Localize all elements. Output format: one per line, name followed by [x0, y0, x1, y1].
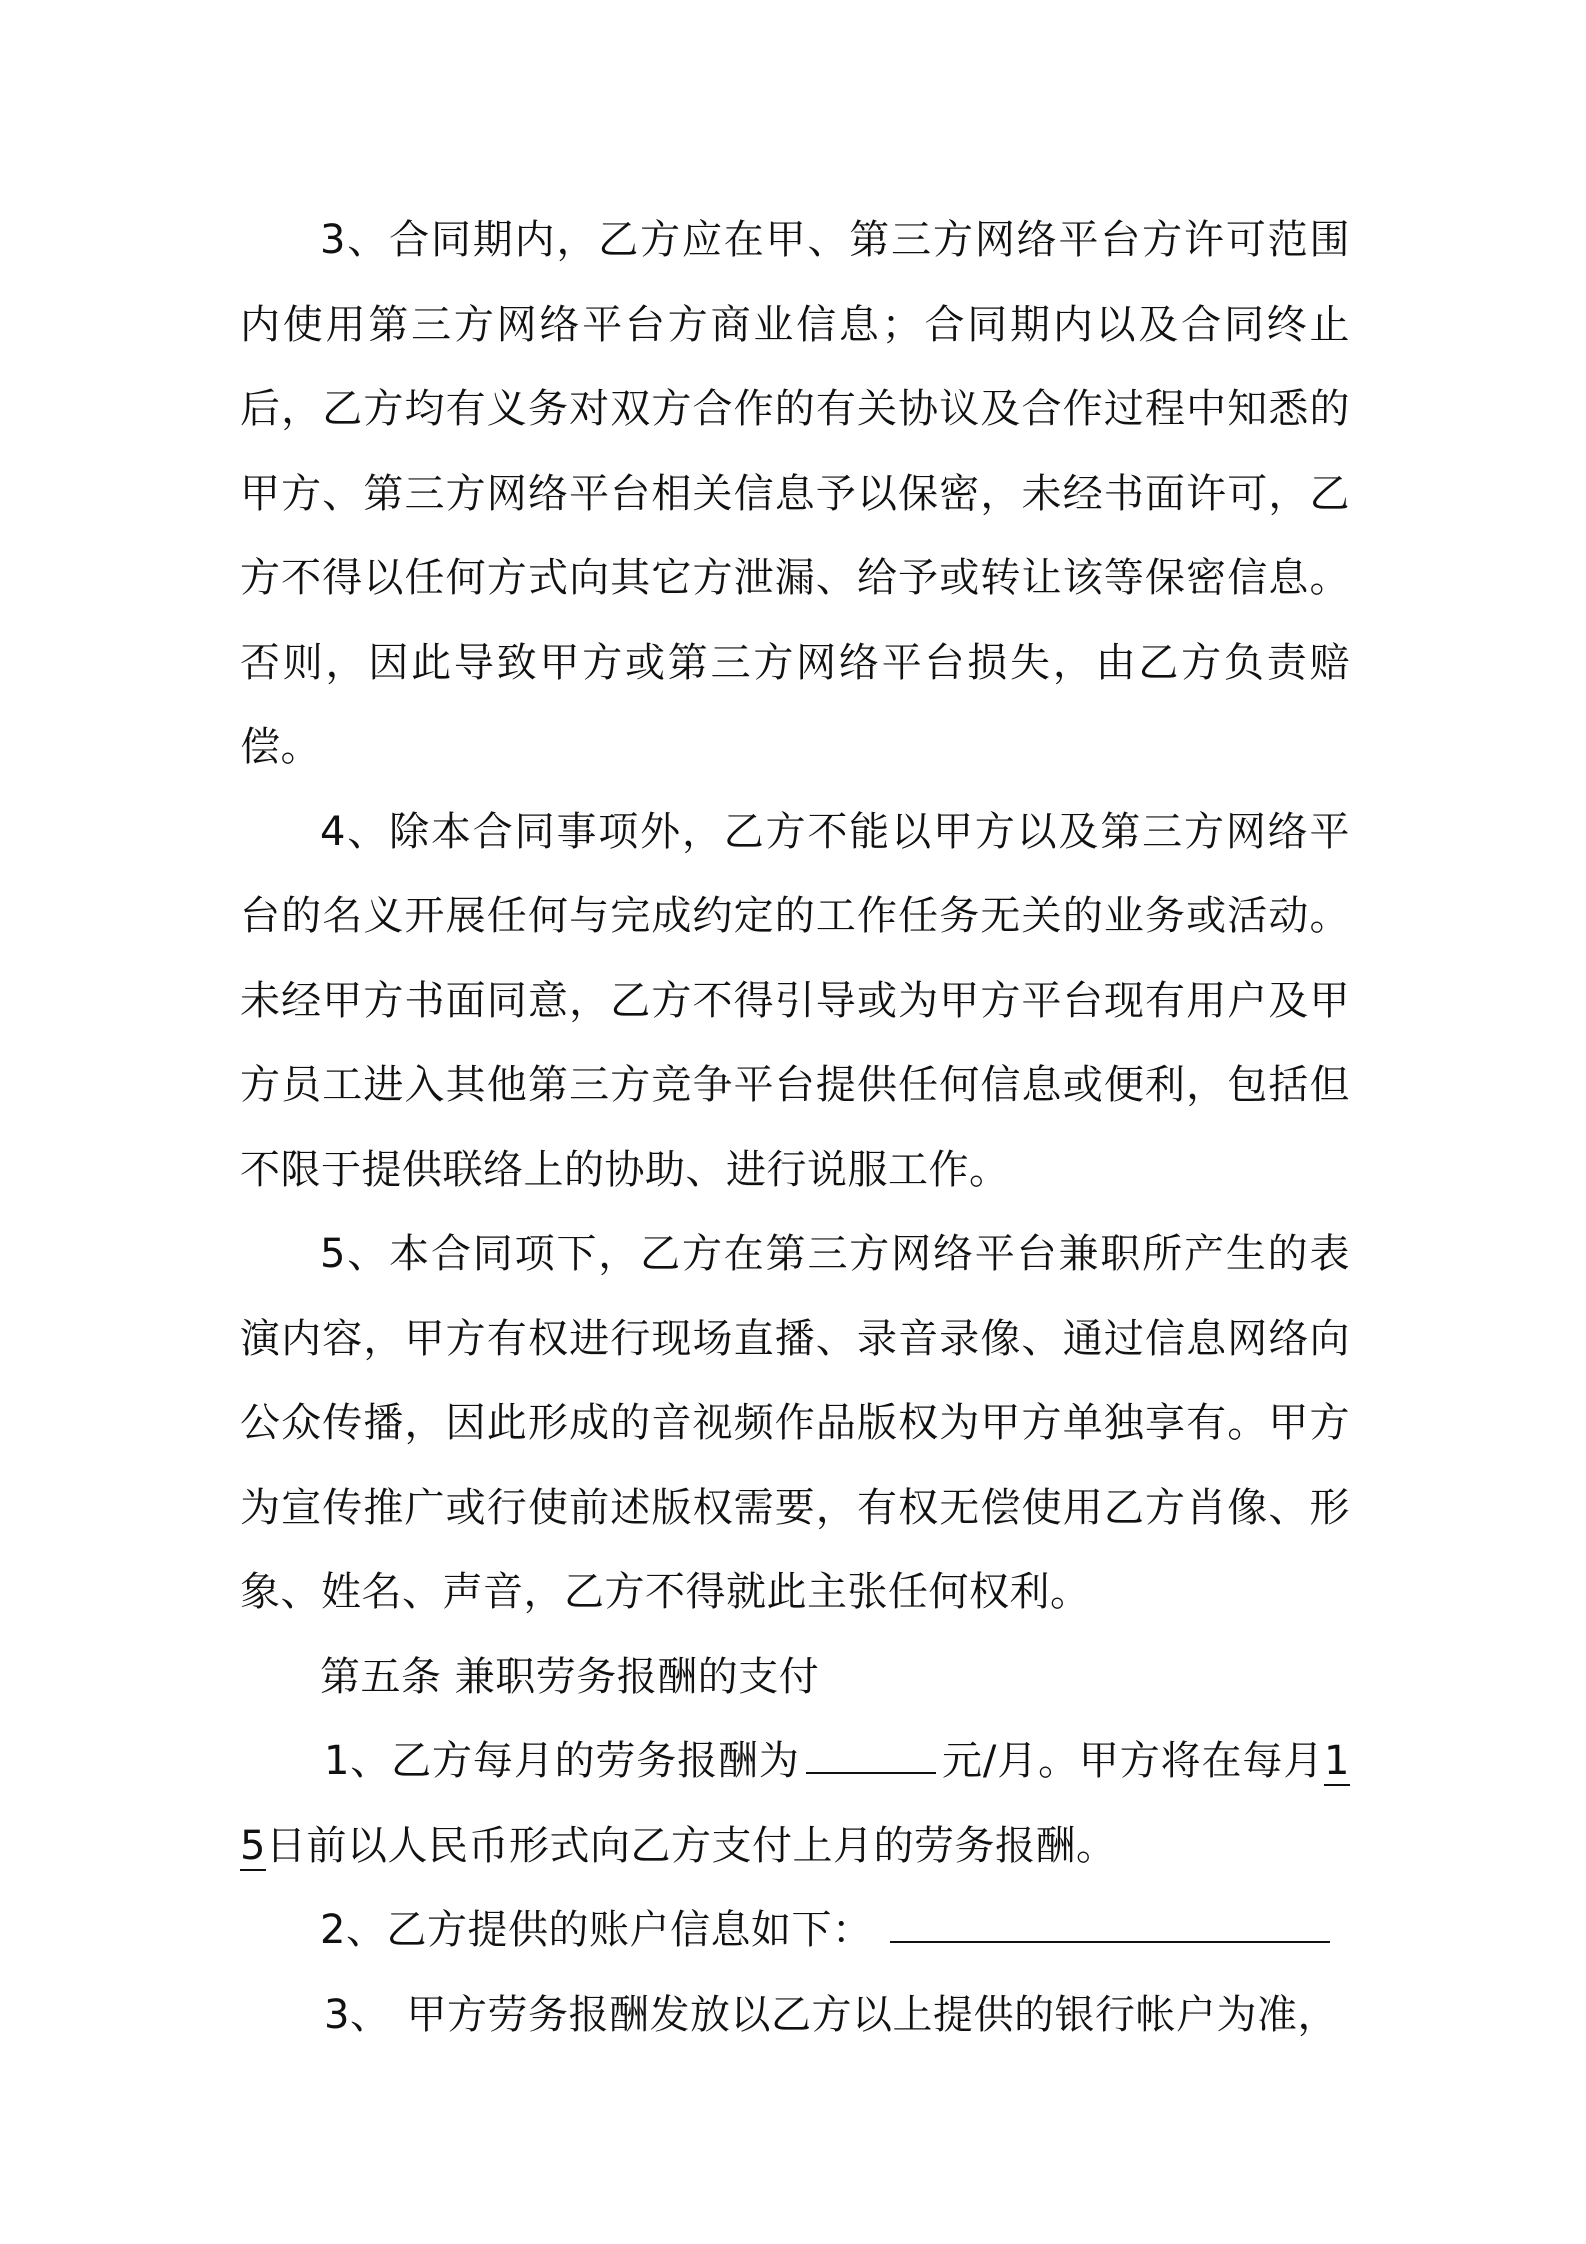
payment-day-number: 15	[240, 1738, 1350, 1869]
clause-5-paragraph: 5、本合同项下，乙方在第三方网络平台兼职所产生的表演内容，甲方有权进行现场直播、录音录像、通过信息网络向公众传播，因此形成的音视频作品版权为甲方单独享有。甲方为宣传推广或行使前述版权需要，有权无偿使用乙方肖像、形象、姓名、声音，乙方不得就此主张任何权利。	[240, 1231, 1350, 1615]
payment-item-3	[240, 1973, 1350, 2058]
article-5-heading: 第五条 兼职劳务报酬的支付	[320, 1653, 820, 1700]
monthly-amount-blank[interactable]	[806, 1732, 936, 1774]
payment-item-2-label: 2、乙方提供的账户信息如下：	[320, 1907, 873, 1953]
payment-item-1-suffix: 日前以人民币形式向乙方支付上月的劳务报酬。	[265, 1822, 1117, 1869]
payment-item-2	[240, 1888, 1350, 1973]
payment-item-1	[240, 1719, 1350, 1888]
contract-body	[240, 198, 1350, 2057]
payment-item-3-text: 甲方劳务报酬发放以乙方以上提供的银行帐户为准，	[406, 1991, 1338, 2038]
payment-item-1-prefix: 1、乙方每月的劳务报酬为	[324, 1738, 800, 1784]
payment-item-3-number: 3、	[324, 1991, 391, 2038]
account-info-blank[interactable]	[890, 1901, 1330, 1943]
clause-3-paragraph: 3、合同期内，乙方应在甲、第三方网络平台方许可范围内使用第三方网络平台方商业信息；合同期内以及合同终止后，乙方均有义务对双方合作的有关协议及合作过程中知悉的甲方、第三方网络平台相关信息予以保密，未经书面许可，乙方不得以任何方式向其它方泄漏、给予或转让该等保密信息。否则，因此导致甲方或第三方网络平台损失，由乙方负责赔偿。	[240, 217, 1350, 770]
clause-4-paragraph: 4、除本合同事项外，乙方不能以甲方以及第三方网络平台的名义开展任何与完成约定的工作任务无关的业务或活动。未经甲方书面同意，乙方不得引导或为甲方平台现有用户及甲方员工进入其他第三方竞争平台提供任何信息或便利，包括但不限于提供联络上的协助、进行说服工作。	[240, 808, 1350, 1193]
payment-item-1-unit: 元/月。甲方将在每月	[941, 1738, 1325, 1784]
